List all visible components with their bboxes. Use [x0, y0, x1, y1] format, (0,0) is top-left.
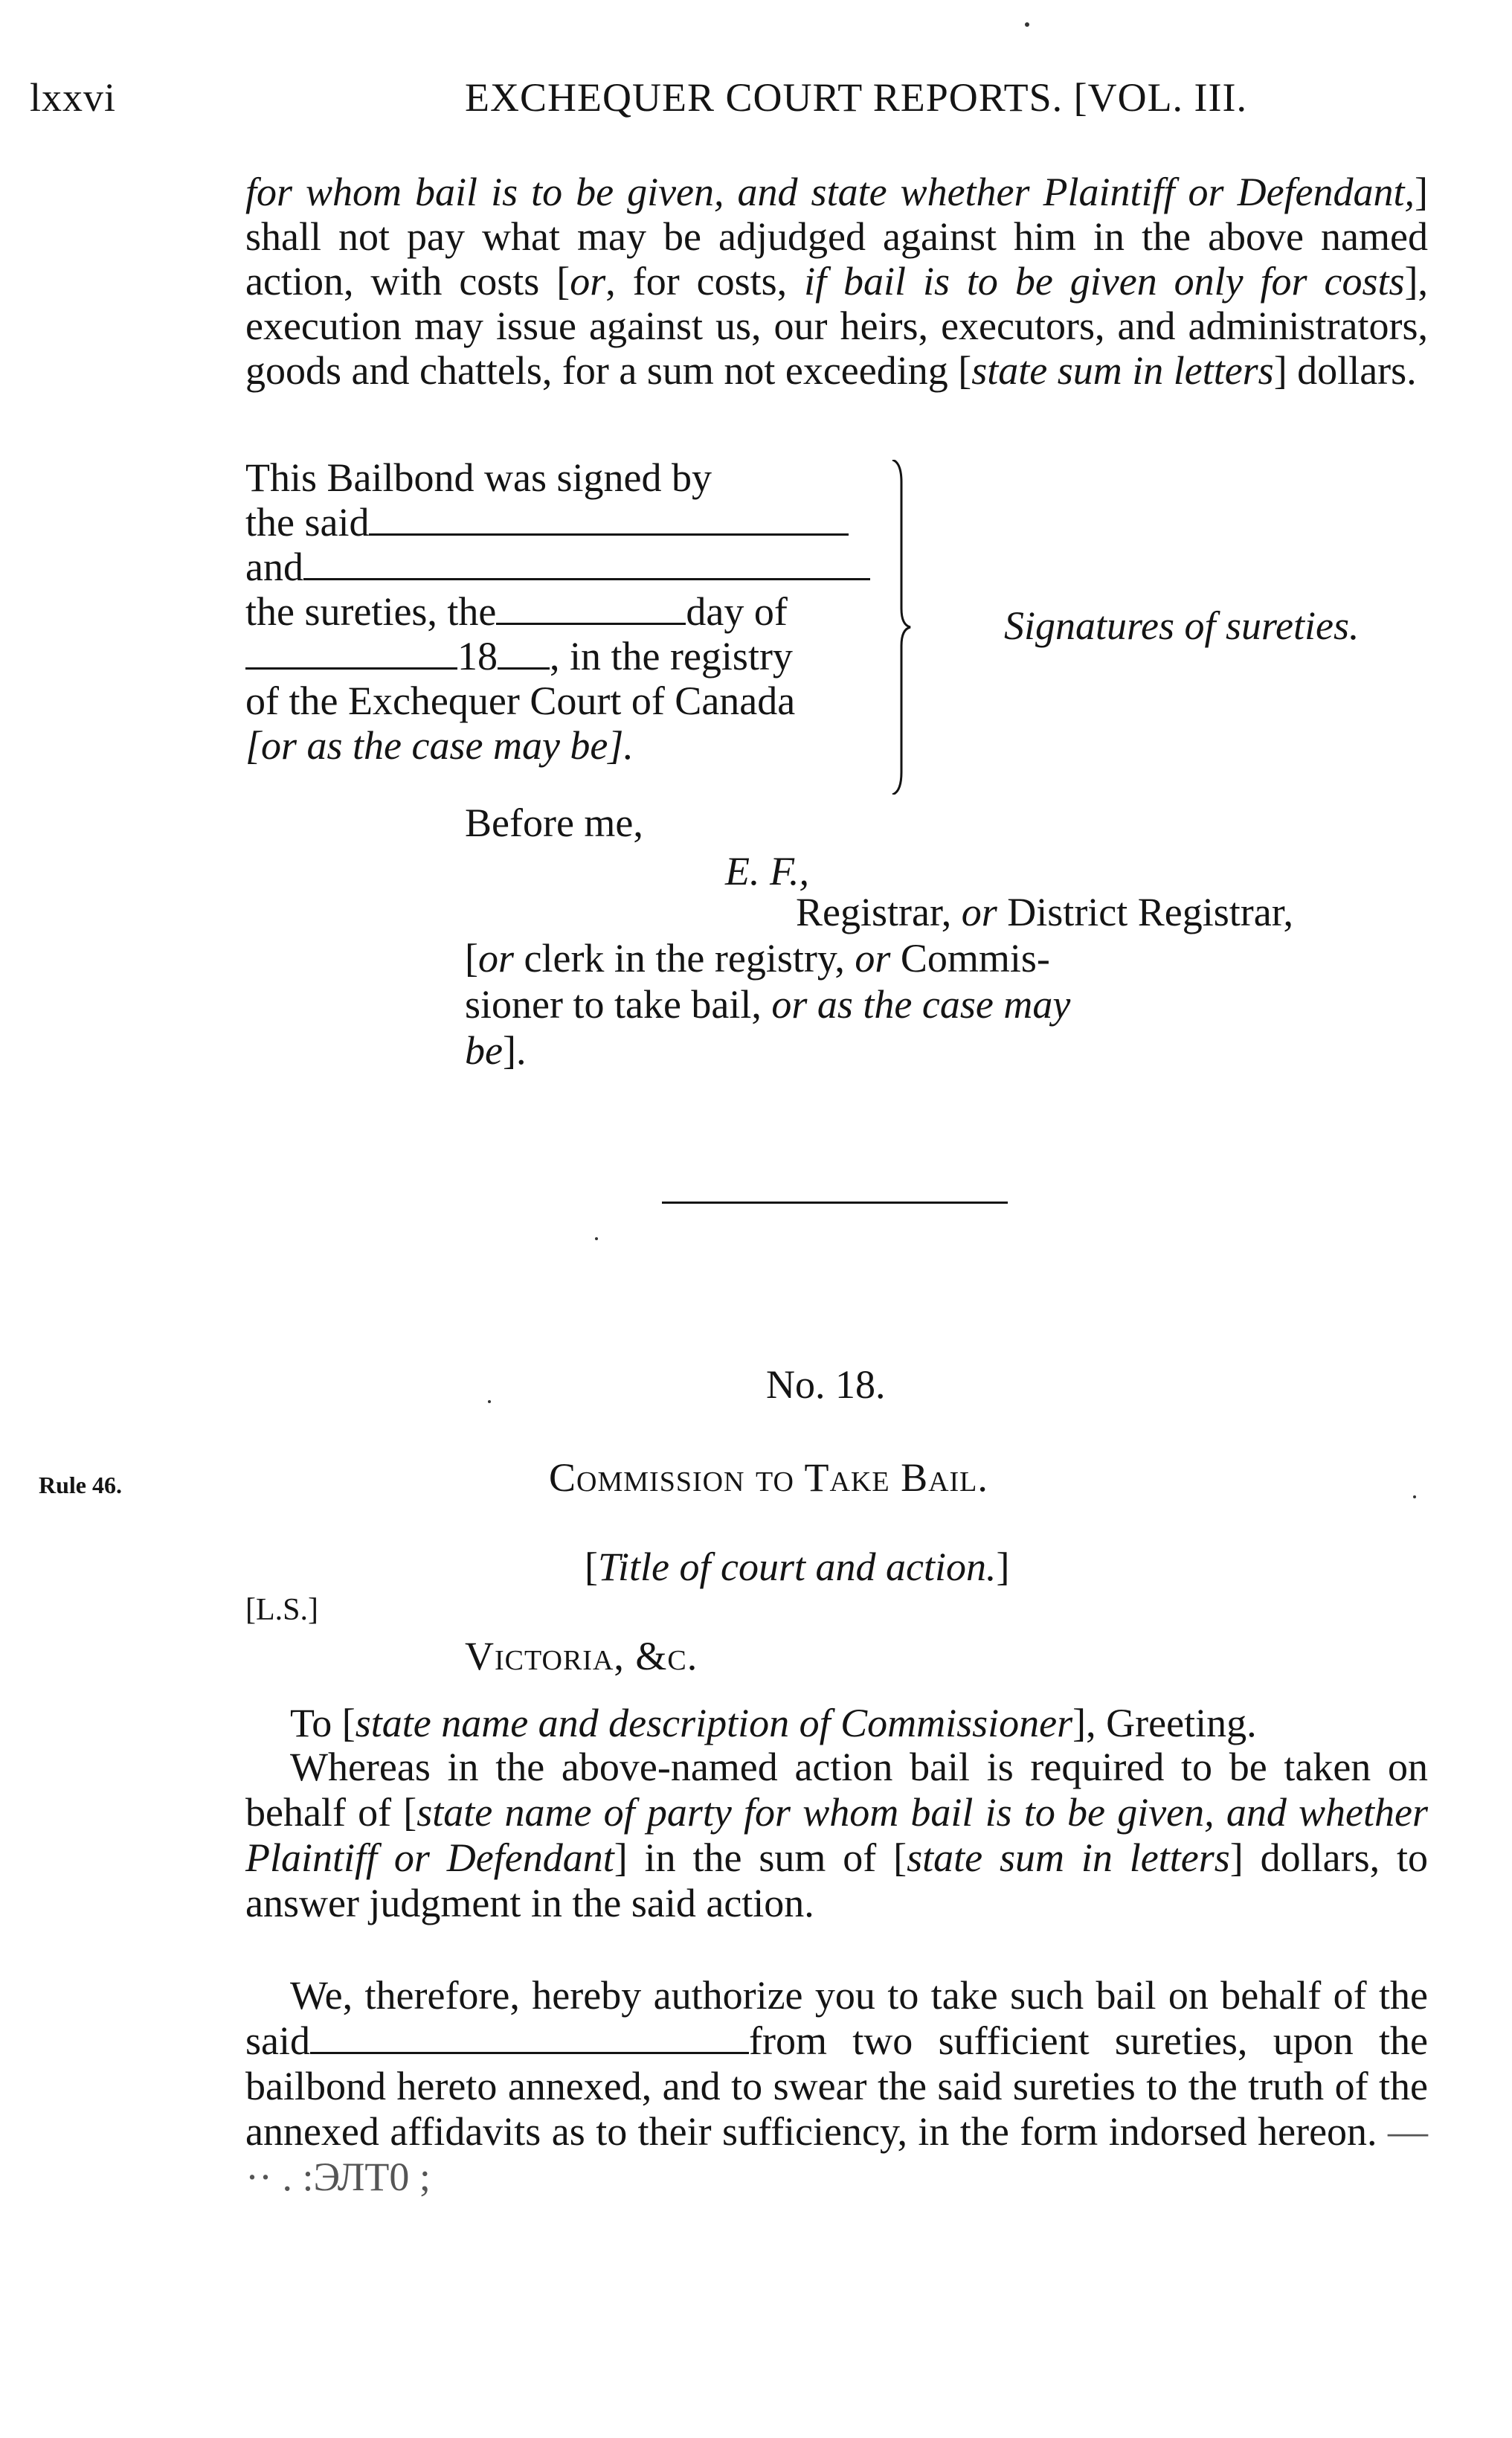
form-number: No. 18.: [766, 1362, 886, 1407]
section-divider: [662, 1202, 1008, 1204]
ink-speck: [1025, 22, 1029, 27]
blank-line: [369, 504, 849, 536]
registrar-initials: E. F.,: [725, 849, 810, 894]
registrar-line-2: [or clerk in the registry, or Commis-: [465, 936, 1050, 981]
signing-line-3: and: [245, 545, 892, 589]
signing-line-5: 18 , in the registry: [245, 634, 892, 679]
court-title-placeholder: [Title of court and action.]: [585, 1544, 1010, 1589]
signing-line-4: the sureties, the day of: [245, 589, 788, 634]
ink-speck: [488, 1400, 491, 1403]
margin-note: Rule 46.: [39, 1472, 122, 1498]
bailbond-condition-paragraph: [245, 170, 1428, 393]
running-title: EXCHEQUER COURT REPORTS. [VOL. III.: [465, 75, 1248, 120]
registrar-line-3: sioner to take bail, or as the case may: [465, 982, 1071, 1027]
bond-text-2: ] shall not pay what may be adjudged against him in the above named action, with costs [: [245, 170, 1428, 304]
before-me: Before me,: [465, 801, 643, 845]
bond-text-6: ], execution may issue against us, our heirs, executors, and administrators, goods and chattels, for a sum not exceeding [: [245, 259, 1428, 393]
ink-speck: [1413, 1495, 1416, 1498]
blank-line: [303, 548, 870, 580]
bond-text-8: ] dollars.: [1273, 348, 1417, 393]
signing-line-1: This Bailbond was signed by: [245, 455, 712, 500]
signing-line-2: the said: [245, 500, 892, 545]
form-heading: Commission to Take Bail.: [549, 1455, 988, 1500]
bond-italic-7: state sum in letters: [971, 348, 1274, 393]
running-header: [30, 74, 1428, 134]
registrar-line-1: Registrar, or District Registrar,: [796, 890, 1294, 934]
ink-speck: [595, 1237, 598, 1240]
signatures-of-sureties-label: Signatures of sureties.: [1004, 603, 1360, 648]
whereas-paragraph: Whereas in the above-named action bail is required to be taken on behalf of [state name of party for whom bail is to be given, and whether Plaintiff or Defendant] in the sum of [state sum in letters] dollars, to answer judgment in the said action.: [245, 1745, 1428, 1925]
right-brace: [891, 460, 913, 795]
seal-mark: [L.S.]: [245, 1593, 318, 1627]
registrar-line-4: be].: [465, 1028, 527, 1073]
blank-line: [310, 2022, 749, 2054]
authorization-paragraph: We, therefore, hereby authorize you to take such bail on behalf of the said from two sufficient sureties, upon the bailbond hereto annexed, and to swear the said sureties to the truth of the annexed affidavits as to their sufficiency, in the form indorsed hereon. — ·· . :ЭЛТ0 ;: [245, 1973, 1428, 2199]
bond-text-4: , for costs,: [605, 259, 805, 304]
page-number: lxxvi: [30, 75, 117, 120]
signing-line-6: of the Exchequer Court of Canada: [245, 679, 796, 723]
blank-line: [496, 593, 686, 625]
signing-line-7: [or as the case may be].: [245, 723, 634, 768]
blank-line: [245, 638, 457, 670]
blank-line: [498, 638, 550, 670]
bond-italic-5: if bail is to be given only for costs: [804, 259, 1405, 304]
registrar-description: [465, 889, 1428, 1074]
stray-print-mark: — ·· . :ЭЛТ0 ;: [245, 2109, 1428, 2199]
victoria-salutation: Victoria, &c.: [465, 1634, 698, 1678]
signing-block: [245, 455, 892, 768]
greeting-line: To [state name and description of Commissioner], Greeting.: [290, 1701, 1257, 1745]
bond-italic-1: for whom bail is to be given, and state whether Plaintiff or Defendant,: [245, 170, 1415, 214]
bond-italic-3: or: [570, 259, 606, 304]
